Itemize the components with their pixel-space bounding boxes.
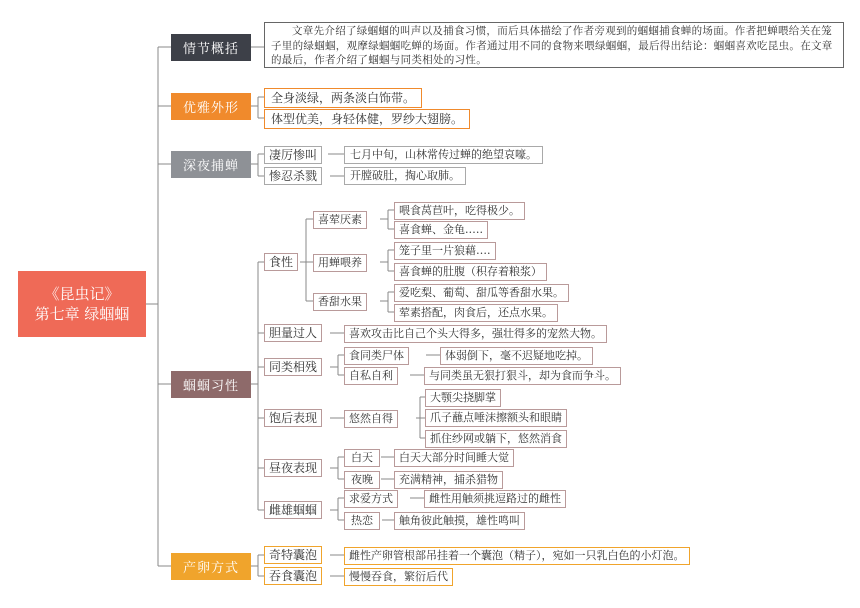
laying-item-label: 奇特囊泡 [264, 546, 322, 564]
category-plot[interactable] [171, 34, 251, 61]
mate-detail: 触角彼此触摸，雄性鸣叫 [394, 512, 525, 530]
plot-summary: 文章先介绍了绿蝈蝈的叫声以及捕食习惯，而后具体描绘了作者旁观到的蝈蝈捕食蝉的场面。作者把蝉喂给关在笼子里的绿蝈蝈，观摩绿蝈蝈吃蝉的场面。作者通过用不同的食物来喂绿蝈蝈，最后得出结论：蝈蝈喜欢吃昆虫。在文章的最后，作者介绍了蝈蝈与同类相处的习性。 [264, 22, 844, 68]
after-detail: 爪子蘸点唾沫擦额头和眼睛 [425, 409, 567, 427]
root-title: 《昆虫记》 [44, 285, 120, 303]
appearance-item: 体型优美，身轻体健，罗纱大翅膀。 [264, 109, 470, 129]
daynight-sub-label: 夜晚 [344, 471, 380, 489]
food-detail: 爱吃梨、葡萄、甜瓜等香甜水果。 [394, 284, 569, 302]
category-appearance[interactable] [171, 93, 251, 120]
category-night-hunting[interactable] [171, 151, 251, 178]
category-egg-laying[interactable] [171, 553, 251, 580]
food-detail: 喜食蝉、金龟.…. [394, 221, 488, 239]
after-sub-label: 悠然自得 [344, 410, 398, 428]
laying-detail: 雌性产卵管根部吊挂着一个囊泡（精子），宛如一只乳白色的小灯泡。 [344, 547, 690, 565]
cannibal-sub-label: 自私自利 [344, 367, 398, 385]
habit-cannibalism: 同类相残 [264, 358, 322, 376]
category-appearance-label: 优雅外形 [182, 101, 239, 116]
mate-sub-label: 求爱方式 [344, 490, 398, 508]
food-detail: 喂食莴苣叶，吃得极少。 [394, 202, 525, 220]
cannibal-sub-label: 食同类尸体 [344, 347, 409, 365]
food-group-label: 喜荤厌素 [313, 211, 367, 229]
daynight-detail: 白天大部分时间睡大觉 [394, 449, 514, 467]
category-night-label: 深夜捕蝉 [182, 159, 239, 174]
habit-food: 食性 [264, 253, 298, 271]
food-detail: 喜食蝉的肚腹（积存着粮浆） [394, 263, 547, 281]
after-detail: 大颚尖挠脚掌 [425, 389, 501, 407]
category-plot-label: 情节概括 [182, 42, 239, 57]
laying-item-label: 吞食囊泡 [264, 567, 322, 585]
night-item-label: 惨忍杀戮 [264, 167, 322, 185]
root-node[interactable] [18, 271, 146, 337]
food-detail: 荤素搭配，肉食后，还点水果。 [394, 304, 558, 322]
habit-day-night: 昼夜表现 [264, 459, 322, 477]
habit-male-female: 雌雄蝈蝈 [264, 501, 322, 519]
appearance-item: 全身淡绿，两条淡白饰带。 [264, 88, 422, 108]
cannibal-detail: 与同类虽无狠打狠斗，却为食而争斗。 [424, 367, 621, 385]
night-item-detail: 七月中旬，山林常传过蝉的绝望哀嚎。 [344, 146, 543, 164]
cannibal-detail: 体弱倒下，毫不迟疑地吃掉。 [440, 347, 593, 365]
daynight-sub-label: 白天 [344, 449, 380, 467]
night-item-detail: 开膛破肚，掏心取肺。 [344, 167, 466, 185]
food-detail: 笼子里一片狼藉…. [394, 242, 496, 260]
mate-detail: 雌性用触须挑逗路过的雌性 [424, 490, 566, 508]
after-detail: 抓住纱网或躺下，悠然消食 [425, 430, 567, 448]
category-habits-label: 蝈蝈习性 [182, 379, 239, 394]
mate-sub-label: 热恋 [344, 512, 380, 530]
food-group-label: 用蝉喂养 [313, 254, 367, 272]
category-habits[interactable] [171, 371, 251, 398]
food-group-label: 香甜水果 [313, 293, 367, 311]
courage-detail: 喜欢攻击比自己个头大得多，强壮得多的宠然大物。 [344, 325, 607, 343]
daynight-detail: 充满精神，捕杀猎物 [394, 471, 503, 489]
habit-after-eating: 饱后表现 [264, 409, 322, 427]
laying-detail: 慢慢吞食，繁衍后代 [344, 568, 453, 586]
night-item-label: 凄厉惨叫 [264, 146, 322, 164]
habit-courage: 胆量过人 [264, 324, 322, 342]
category-laying-label: 产卵方式 [182, 561, 239, 576]
root-subtitle: 第七章 绿蝈蝈 [34, 305, 130, 323]
